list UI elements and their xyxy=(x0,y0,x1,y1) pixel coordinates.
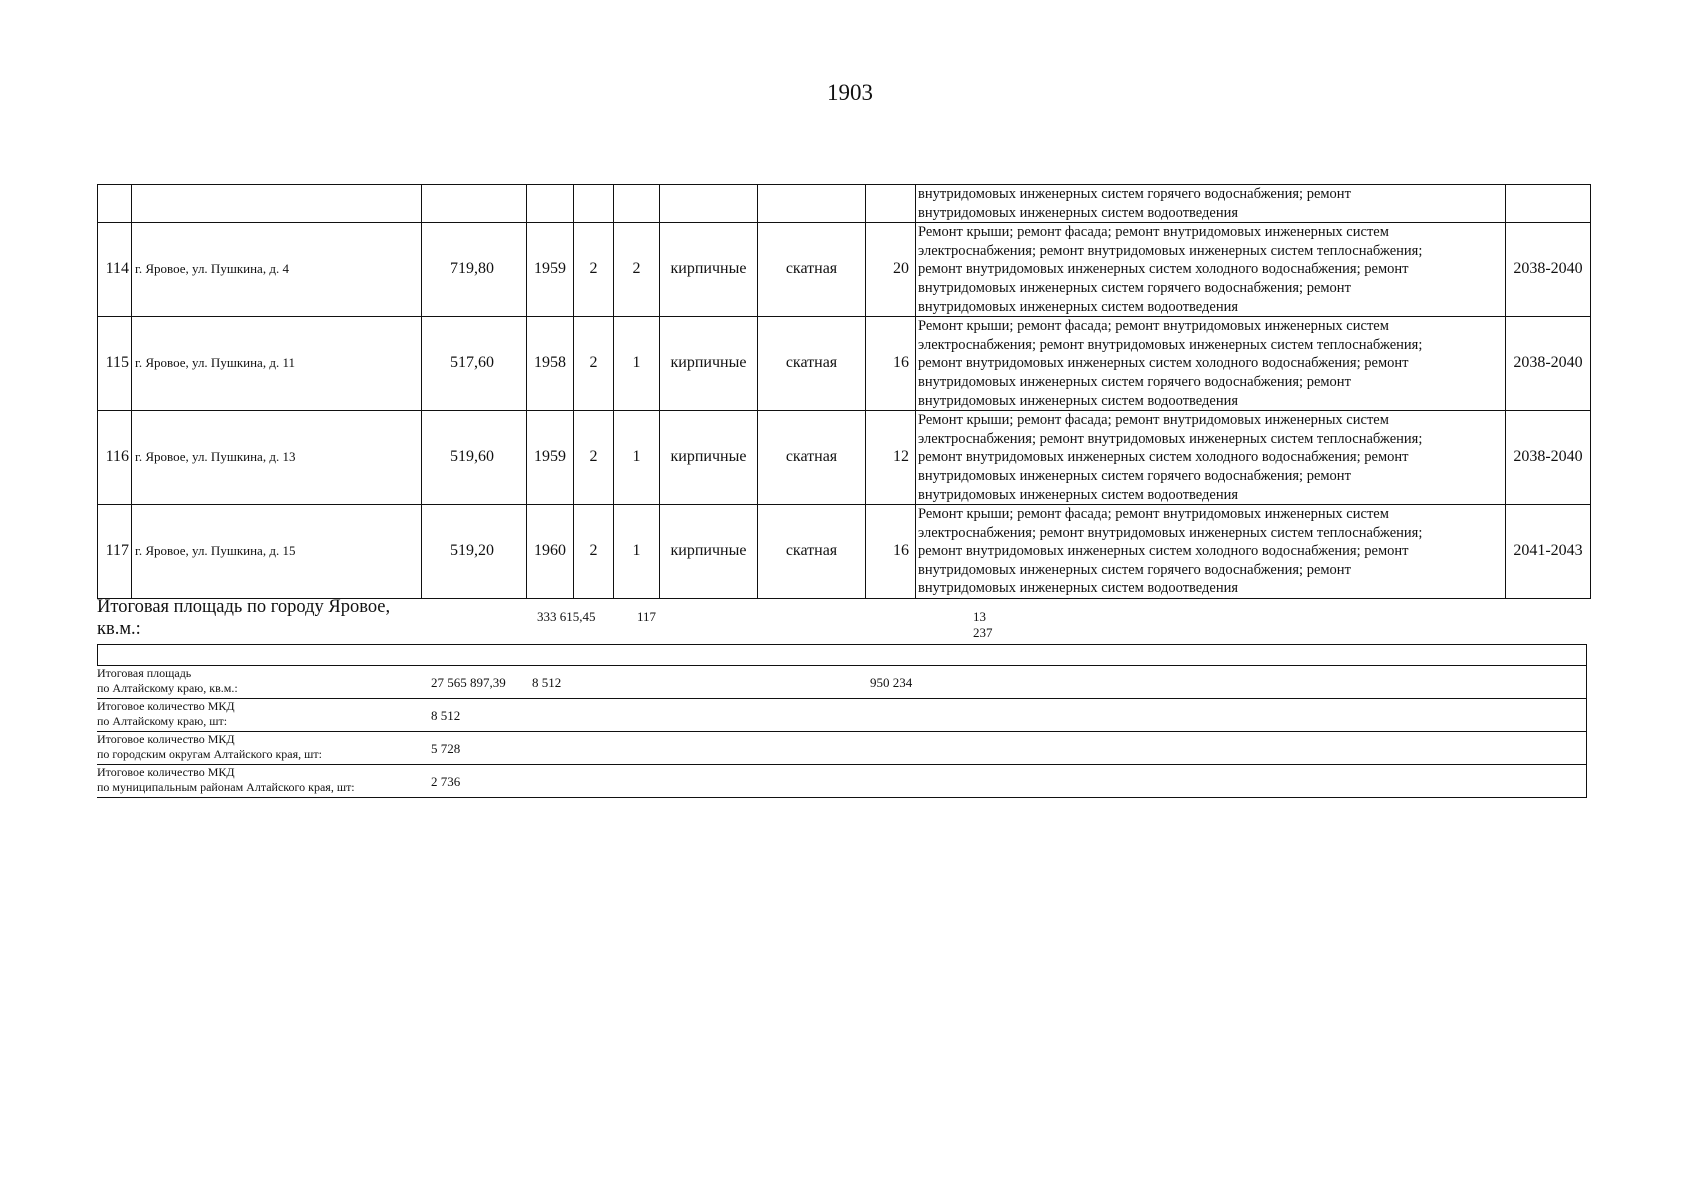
roof-type-cell: скатная xyxy=(758,505,866,599)
works-cell: Ремонт крыши; ремонт фасада; ремонт внутридомовых инженерных систем электроснабжения; ремонт внутридомовых инженерных систем теплоснабжения; ремонт внутридомовых инженерных систем холодного водоснабжения; ремонт внутридомовых инженерных систем горячего водоснабжения; ремонт внутридомовых инженерных систем водоотведения xyxy=(916,317,1506,411)
city-total-apartments: 13 237 xyxy=(973,609,993,640)
floors-cell: 2 xyxy=(574,505,614,599)
region-summary xyxy=(97,644,1587,798)
summary-label: Итоговое количество МКД по Алтайскому краю, шт: xyxy=(97,699,235,728)
summary-row xyxy=(97,732,1587,765)
year-cell: 1959 xyxy=(527,223,574,317)
period-cell: 2038-2040 xyxy=(1506,317,1591,411)
floors-cell: 2 xyxy=(574,411,614,505)
table-row xyxy=(98,505,1591,599)
entrances-cell: 1 xyxy=(614,505,660,599)
city-total-label: Итоговая площадь по городу Яровое, кв.м.: xyxy=(97,597,391,639)
row-number: 117 xyxy=(98,505,132,599)
entrances-cell: 1 xyxy=(614,317,660,411)
area-cell: 519,60 xyxy=(422,411,527,505)
walls-material-cell: кирпичные xyxy=(660,411,758,505)
floors-cell: 2 xyxy=(574,223,614,317)
period-cell: 2038-2040 xyxy=(1506,411,1591,505)
walls-material-cell: кирпичные xyxy=(660,223,758,317)
address-cell: г. Яровое, ул. Пушкина, д. 13 xyxy=(132,411,422,505)
row-number: 116 xyxy=(98,411,132,505)
houses-table xyxy=(97,184,1591,599)
city-total xyxy=(97,596,997,640)
summary-value-1: 8 512 xyxy=(431,708,461,723)
summary-label: Итоговое количество МКД по городским округам Алтайского края, шт: xyxy=(97,732,322,761)
roof-type-cell: скатная xyxy=(758,411,866,505)
summary-row xyxy=(97,765,1587,798)
summary-row xyxy=(97,699,1587,732)
apartments-cell: 12 xyxy=(866,411,916,505)
row-number: 115 xyxy=(98,317,132,411)
period-cell: 2038-2040 xyxy=(1506,223,1591,317)
year-cell: 1960 xyxy=(527,505,574,599)
roof-type-cell: скатная xyxy=(758,223,866,317)
table-row xyxy=(98,317,1591,411)
summary-spacer xyxy=(97,645,1587,666)
floors-cell: 2 xyxy=(574,317,614,411)
city-total-area: 333 615,45 xyxy=(537,609,596,624)
summary-label: Итоговое количество МКД по муниципальным районам Алтайского края, шт: xyxy=(97,765,355,794)
entrances-cell: 2 xyxy=(614,223,660,317)
area-cell: 519,20 xyxy=(422,505,527,599)
address-cell: г. Яровое, ул. Пушкина, д. 11 xyxy=(132,317,422,411)
address-cell: г. Яровое, ул. Пушкина, д. 15 xyxy=(132,505,422,599)
apartments-cell: 20 xyxy=(866,223,916,317)
year-cell: 1958 xyxy=(527,317,574,411)
roof-type-cell: скатная xyxy=(758,317,866,411)
period-cell: 2041-2043 xyxy=(1506,505,1591,599)
works-cell: Ремонт крыши; ремонт фасада; ремонт внутридомовых инженерных систем электроснабжения; ремонт внутридомовых инженерных систем теплоснабжения; ремонт внутридомовых инженерных систем холодного водоснабжения; ремонт внутридомовых инженерных систем горячего водоснабжения; ремонт внутридомовых инженерных систем водоотведения xyxy=(916,223,1506,317)
walls-material-cell: кирпичные xyxy=(660,505,758,599)
works-cell: внутридомовых инженерных систем горячего водоснабжения; ремонт внутридомовых инженерных систем водоотведения xyxy=(916,185,1506,223)
table-row xyxy=(98,411,1591,505)
address-cell: г. Яровое, ул. Пушкина, д. 4 xyxy=(132,223,422,317)
apartments-cell: 16 xyxy=(866,505,916,599)
apartments-cell: 16 xyxy=(866,317,916,411)
summary-value-1: 27 565 897,39 xyxy=(431,675,506,690)
table-row xyxy=(98,223,1591,317)
page-number: 1903 xyxy=(827,80,873,105)
walls-material-cell: кирпичные xyxy=(660,317,758,411)
row-number: 114 xyxy=(98,223,132,317)
year-cell: 1959 xyxy=(527,411,574,505)
area-cell: 719,80 xyxy=(422,223,527,317)
summary-value-1: 2 736 xyxy=(431,774,461,789)
entrances-cell: 1 xyxy=(614,411,660,505)
summary-row xyxy=(97,666,1587,699)
summary-value-3: 950 234 xyxy=(870,675,913,690)
city-total-houses: 117 xyxy=(637,609,657,624)
summary-label: Итоговая площадь по Алтайскому краю, кв.м.: xyxy=(97,666,238,695)
works-cell: Ремонт крыши; ремонт фасада; ремонт внутридомовых инженерных систем электроснабжения; ремонт внутридомовых инженерных систем теплоснабжения; ремонт внутридомовых инженерных систем холодного водоснабжения; ремонт внутридомовых инженерных систем горячего водоснабжения; ремонт внутридомовых инженерных систем водоотведения xyxy=(916,411,1506,505)
summary-value-2: 8 512 xyxy=(532,675,562,690)
works-cell: Ремонт крыши; ремонт фасада; ремонт внутридомовых инженерных систем электроснабжения; ремонт внутридомовых инженерных систем теплоснабжения; ремонт внутридомовых инженерных систем холодного водоснабжения; ремонт внутридомовых инженерных систем горячего водоснабжения; ремонт внутридомовых инженерных систем водоотведения xyxy=(916,505,1506,599)
table-row xyxy=(98,185,1591,223)
area-cell: 517,60 xyxy=(422,317,527,411)
summary-value-1: 5 728 xyxy=(431,741,461,756)
